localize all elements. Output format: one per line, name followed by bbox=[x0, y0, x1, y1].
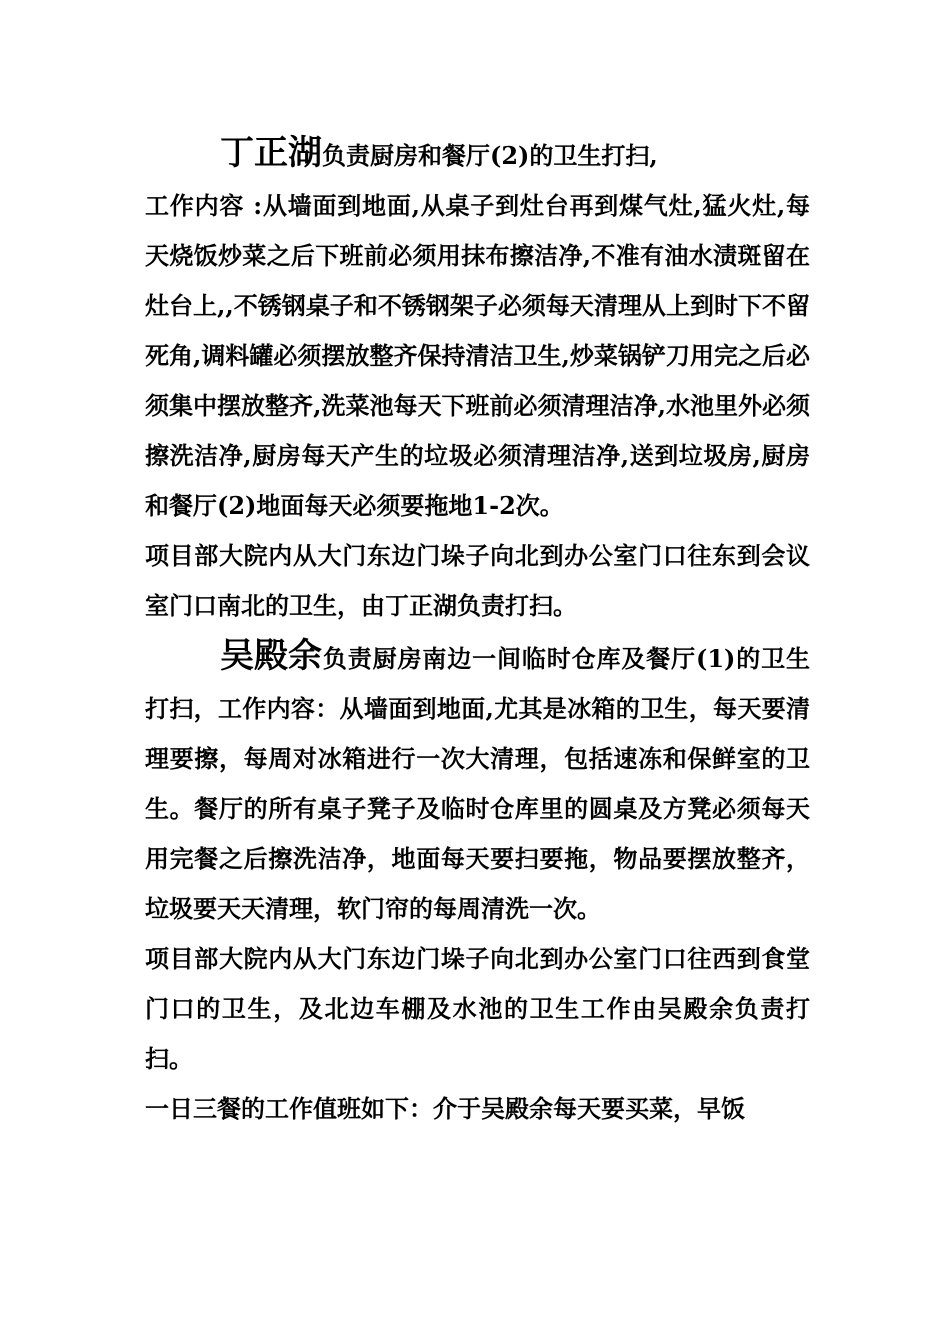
section1-body: 工作内容 :从墙面到地面,从桌子到灶台再到煤气灶,猛火灶,每天烧饭炒菜之后下班前必须用抹布擦洁净,不准有油水渍斑留在灶台上,,不锈钢桌子和不锈钢架子必须每天清理从上到时下不留死角,调料罐必须摆放整齐保持清洁卫生,炒菜锅铲刀用完之后必须集中摆放整齐,洗菜池每天下班前必须清理洁净,水池里外必须擦洗洁净,厨房每天产生的垃圾必须清理洁净,送到垃圾房,厨房和餐厅(2)地面每天必须要拖地1-2次。 bbox=[145, 191, 810, 520]
section1-intro: 负责厨房和餐厅(2)的卫生打扫, bbox=[322, 141, 658, 170]
section1-yard: 项目部大院内从大门东边门垛子向北到办公室门口往东到会议室门口南北的卫生，由丁正湖负责打扫。 bbox=[145, 541, 810, 620]
section1-heading bbox=[145, 128, 810, 181]
section2-yard: 项目部大院内从大门东边门垛子向北到办公室门口往西到食堂门口的卫生，及北边车棚及水池的卫生工作由吴殿余负责打扫。 bbox=[145, 944, 810, 1073]
meals-paragraph: 一日三餐的工作值班如下：介于吴殿余每天要买菜，早饭 bbox=[145, 1094, 745, 1123]
section1-name: 丁正湖 bbox=[220, 133, 322, 173]
section2-name: 吴殿余 bbox=[220, 636, 322, 676]
section2-paragraph bbox=[145, 631, 810, 934]
document-body bbox=[145, 128, 810, 1134]
section2-intro: 负责厨房南边一间临时仓库及餐厅(1)的卫生打扫，工作内容：从墙面到地面,尤其是冰箱的卫生，每天要清理要擦，每周对冰箱进行一次大清理，包括速冻和保鲜室的卫生。餐厅的所有桌子凳子及临时仓库里的圆桌及方凳必须每天用完餐之后擦洗洁净，地面每天要扫要拖，物品要摆放整齐，垃圾要天天清理，软门帘的每周清洗一次。 bbox=[145, 644, 810, 923]
